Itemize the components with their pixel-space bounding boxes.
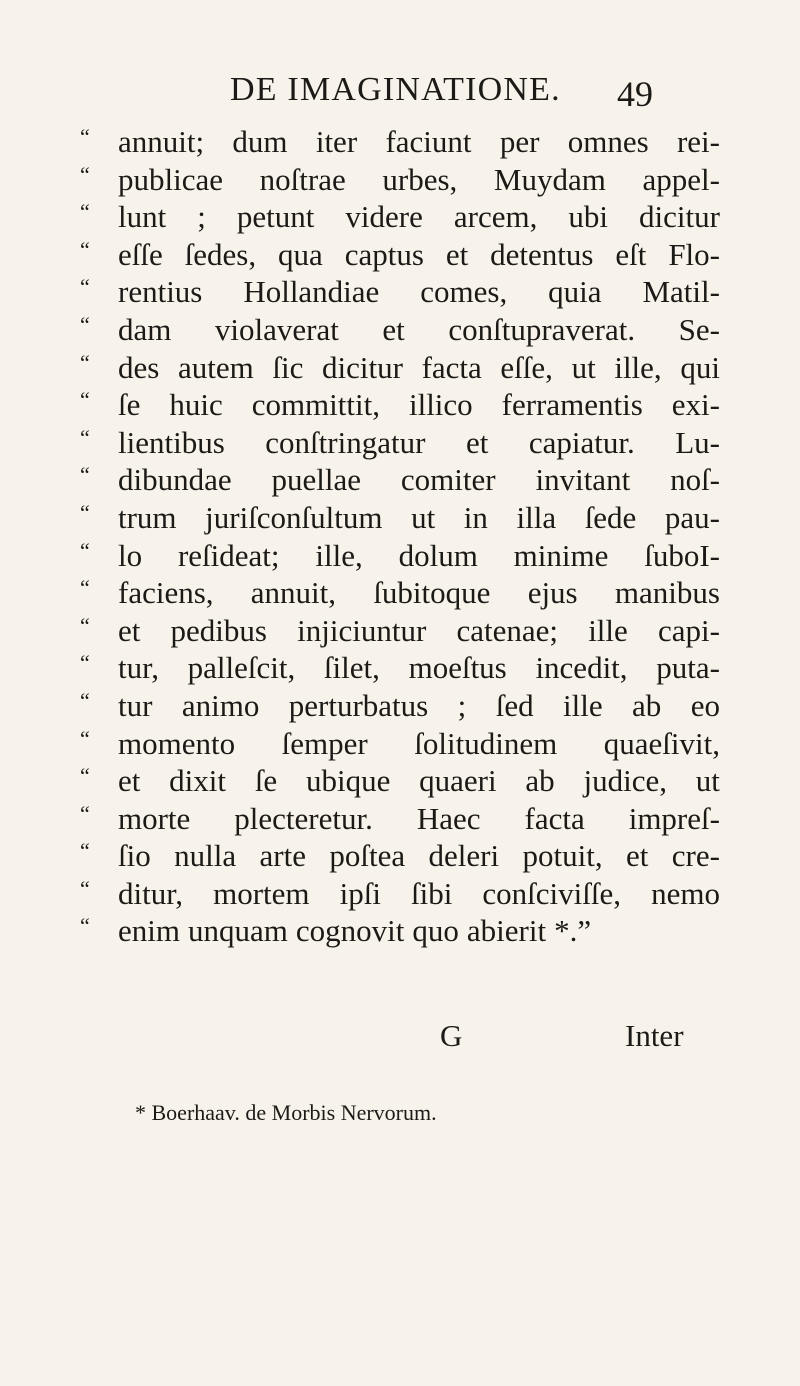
quote-mark: “ bbox=[80, 124, 90, 149]
line-text: et dixit ſe ubique quaeri ab judice, ut bbox=[118, 763, 720, 799]
quote-mark: “ bbox=[80, 575, 90, 601]
quote-mark: “ bbox=[80, 349, 90, 375]
text-line bbox=[80, 687, 720, 725]
text-line bbox=[80, 198, 720, 236]
text-line bbox=[80, 311, 720, 349]
text-line bbox=[80, 349, 720, 387]
line-text: morte plecteretur. Haec facta impreſ- bbox=[118, 800, 720, 836]
line-text: tur, palleſcit, ſilet, moeſtus incedit, puta- bbox=[118, 650, 720, 686]
line-text: lientibus conſtringatur et capiatur. Lu- bbox=[118, 424, 720, 460]
quote-mark: “ bbox=[80, 763, 90, 789]
running-head bbox=[0, 70, 800, 120]
footnote: * Boerhaav. de Morbis Nervorum. bbox=[135, 1100, 437, 1125]
catchword: Inter bbox=[625, 1018, 684, 1053]
text-line bbox=[80, 161, 720, 199]
text-line bbox=[80, 875, 720, 913]
quote-mark: “ bbox=[80, 311, 90, 337]
quote-mark: “ bbox=[80, 687, 90, 713]
text-line bbox=[80, 574, 720, 612]
line-text: ditur, mortem ipſi ſibi conſciviſſe, nemo bbox=[118, 875, 720, 911]
line-text: rentius Hollandiae comes, quia Matil- bbox=[118, 274, 720, 310]
text-line bbox=[80, 424, 720, 462]
quote-mark: “ bbox=[80, 424, 90, 450]
line-text: annuit; dum iter faciunt per omnes rei- bbox=[118, 124, 720, 159]
line-text: des autem ſic dicitur facta eſſe, ut ille, qui bbox=[118, 349, 720, 385]
line-text: et pedibus injiciuntur catenae; ille capi- bbox=[118, 612, 720, 648]
text-line bbox=[80, 725, 720, 763]
line-text: faciens, annuit, ſubitoque ejus manibus bbox=[118, 575, 720, 611]
quote-mark: “ bbox=[80, 274, 90, 300]
line-text: publicae noſtrae urbes, Muydam appel- bbox=[118, 161, 720, 197]
line-text: momento ſemper ſolitudinem quaeſivit, bbox=[118, 725, 720, 761]
quote-mark: “ bbox=[80, 199, 90, 225]
quote-mark: “ bbox=[80, 387, 90, 413]
quote-mark: “ bbox=[80, 875, 90, 901]
text-line bbox=[80, 461, 720, 499]
catch-row bbox=[0, 1016, 800, 1056]
text-line bbox=[80, 612, 720, 650]
text-line bbox=[80, 499, 720, 537]
text-line bbox=[80, 762, 720, 800]
quote-mark: “ bbox=[80, 838, 90, 864]
quote-mark: “ bbox=[80, 612, 90, 638]
line-text: lo reſideat; ille, dolum minime ſuboI- bbox=[118, 537, 720, 573]
running-title: DE IMAGINATIONE. bbox=[230, 71, 561, 108]
text-line bbox=[80, 273, 720, 311]
line-text: enim unquam cognovit quo abierit *.” bbox=[118, 913, 592, 949]
quote-mark: “ bbox=[80, 537, 90, 563]
quote-mark: “ bbox=[80, 725, 90, 751]
quote-mark: “ bbox=[80, 499, 90, 525]
line-text: ſio nulla arte poſtea deleri potuit, et cre- bbox=[118, 838, 720, 874]
line-text: tur animo perturbatus ; ſed ille ab eo bbox=[118, 687, 720, 723]
text-line bbox=[80, 800, 720, 838]
line-text: eſſe ſedes, qua captus et detentus eſt Flo- bbox=[118, 236, 720, 272]
text-line bbox=[80, 837, 720, 875]
line-text: ſe huic committit, illico ferramentis exi- bbox=[118, 387, 720, 423]
quote-mark: “ bbox=[80, 913, 90, 939]
line-text: dam violaverat et conſtupraverat. Se- bbox=[118, 311, 720, 347]
line-text: dibundae puellae comiter invitant noſ- bbox=[118, 462, 720, 498]
text-line bbox=[80, 912, 720, 950]
line-text: trum juriſconſultum ut in illa ſede pau- bbox=[118, 499, 720, 535]
page-number: 49 bbox=[617, 74, 653, 114]
text-line bbox=[80, 236, 720, 274]
text-line bbox=[80, 386, 720, 424]
text-line bbox=[80, 123, 720, 161]
signature-mark: G bbox=[440, 1018, 463, 1053]
line-text: lunt ; petunt videre arcem, ubi dicitur bbox=[118, 199, 720, 235]
quote-mark: “ bbox=[80, 800, 90, 826]
text-line bbox=[80, 649, 720, 687]
quote-mark: “ bbox=[80, 236, 90, 262]
body-text bbox=[80, 123, 720, 950]
quote-mark: “ bbox=[80, 161, 90, 187]
quote-mark: “ bbox=[80, 650, 90, 676]
quote-mark: “ bbox=[80, 462, 90, 488]
text-line bbox=[80, 537, 720, 575]
